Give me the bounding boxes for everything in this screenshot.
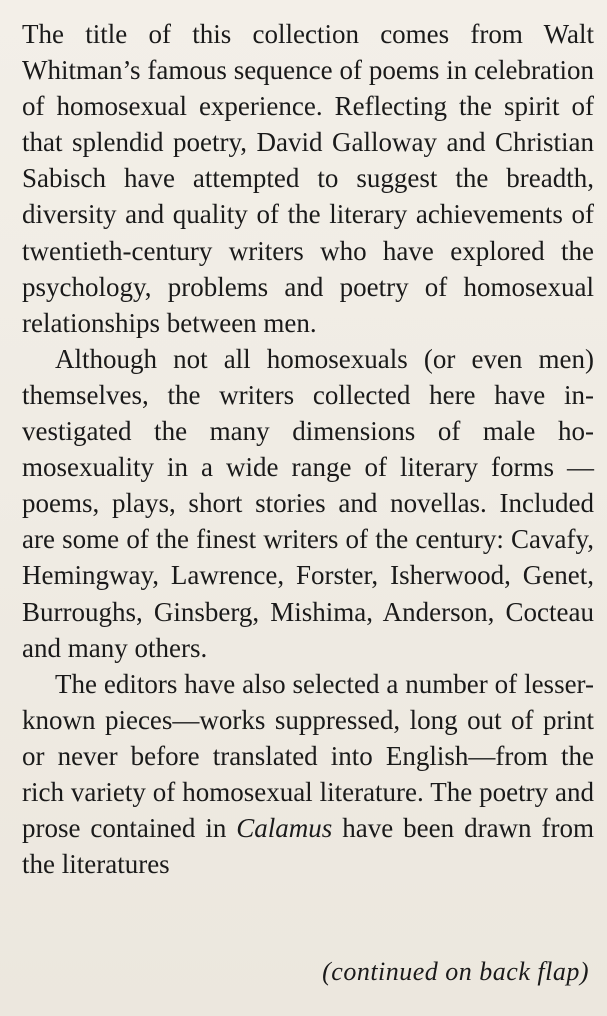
paragraph-1: The title of this collection comes from Walt Whitman’s famous sequence of poems in celebration of homosexual experience. Reflecting the spirit of that splendid poetry, David Galloway and Christian Sabisch have attempted to suggest the breadth, diversity and quality of the literary achievements of twentieth-century writers who have explored the psychology, problems and poetry of homosexual relationships between men. [22, 19, 594, 338]
paragraph-3-end: have been drawn from the literatures [22, 813, 594, 880]
paragraph-3-start: The editors have also selected a number of lesser-known pieces—works suppressed, long out of print or never before translated into English—from the rich variety of homosexual literature. The poetry and prose contained in [22, 668, 594, 844]
book-title-calamus: Calamus [236, 813, 333, 844]
paragraph-3 [22, 666, 594, 883]
continued-on-back-flap-note: (continued on back flap) [322, 957, 589, 986]
flap-body-text [22, 16, 594, 882]
paragraph-2: Although not all homosexuals (or even men) themselves, the writers collected here have investigated the many dimensions of male homosexuality in a wide range of literary forms —poems, plays, short stories and novellas. Included are some of the finest writers of the century: Cavafy, Hemingway, Lawrence, Forster, Isherwood, Genet, Burroughs, Ginsberg, Mishima, Anderson, Cocteau and many others. [22, 343, 594, 663]
